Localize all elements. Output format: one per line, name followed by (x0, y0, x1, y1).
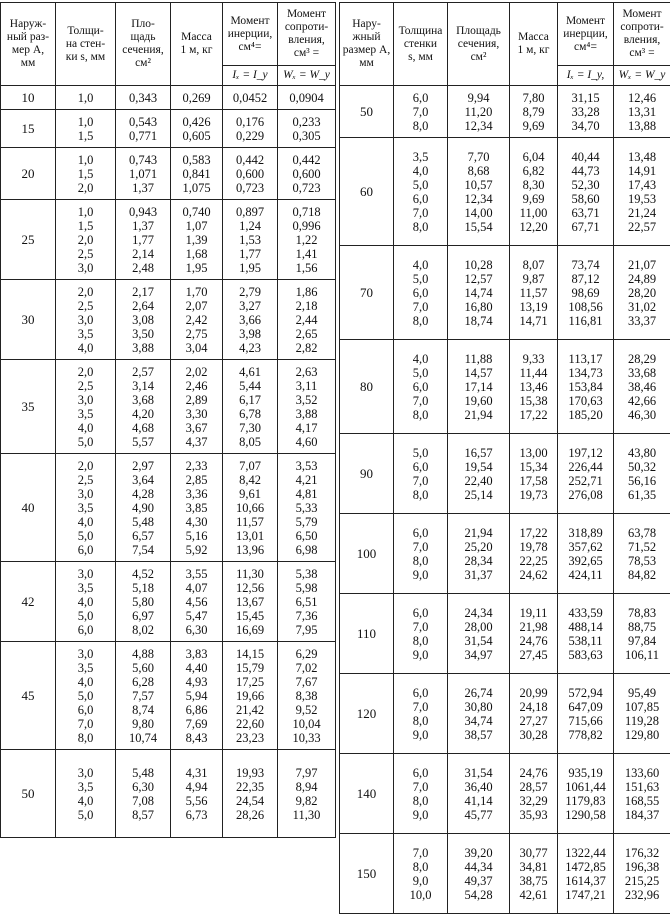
mass-cell: 0,426 0,605 (171, 110, 223, 148)
section-area-cell: 5,48 6,30 7,08 8,57 (116, 750, 171, 838)
wall-thickness-cell: 7,0 8,0 9,0 10,0 (394, 834, 448, 914)
wall-thickness-cell: 2,0 2,5 3,0 3,5 4,0 (56, 280, 116, 360)
header-outer-size: Нару- жный размер A, мм (340, 3, 394, 86)
mass-cell: 9,33 11,44 13,46 15,38 17,22 (510, 340, 558, 434)
section-area-cell: 4,52 5,18 5,80 6,97 8,02 (116, 562, 171, 642)
header-inertia: Момент инерции, см⁴= (223, 3, 278, 66)
inertia-cell: 318,89 357,62 392,65 424,11 (558, 514, 614, 594)
wall-thickness-cell: 6,0 7,0 8,0 9,0 (394, 594, 448, 674)
header-mass: Масса 1 м, кг (510, 3, 558, 86)
inertia-cell: 0,442 0,600 0,723 (223, 148, 278, 200)
header-section-area: Пло- щадь сечения, см² (116, 3, 171, 86)
table-row (1, 200, 336, 280)
section-modulus-cell: 1,86 2,18 2,44 2,65 2,82 (278, 280, 336, 360)
mass-cell: 19,11 21,98 24,76 27,45 (510, 594, 558, 674)
inertia-cell: 572,94 647,09 715,66 778,82 (558, 674, 614, 754)
header-modulus-formula: Wₓ = W_y (278, 66, 336, 86)
section-modulus-cell: 43,80 50,32 56,16 61,35 (614, 434, 670, 514)
section-modulus-cell: 2,63 3,11 3,52 3,88 4,17 4,60 (278, 360, 336, 454)
section-area-cell: 2,97 3,64 4,28 4,90 5,48 6,57 7,54 (116, 454, 171, 562)
section-modulus-cell: 3,53 4,21 4,81 5,33 5,79 6,50 6,98 (278, 454, 336, 562)
inertia-cell: 433,59 488,14 538,11 583,63 (558, 594, 614, 674)
header-section-modulus: Момент сопроти- вления, см³ = (614, 3, 670, 66)
wall-thickness-cell: 5,0 6,0 7,0 8,0 (394, 434, 448, 514)
section-area-cell: 2,57 3,14 3,68 4,20 4,68 5,57 (116, 360, 171, 454)
section-modulus-cell: 176,32 196,38 215,25 232,96 (614, 834, 670, 914)
outer-size-cell: 25 (1, 200, 56, 280)
mass-cell: 8,07 9,87 11,57 13,19 14,71 (510, 246, 558, 340)
header-section-area: Площадь сечения, см² (448, 3, 510, 86)
section-modulus-cell: 12,46 13,31 13,88 (614, 86, 670, 138)
section-area-cell: 31,54 36,40 41,14 45,77 (448, 754, 510, 834)
wall-thickness-cell: 1,0 1,5 2,0 2,5 3,0 (56, 200, 116, 280)
mass-cell: 3,55 4,07 4,56 5,47 6,30 (171, 562, 223, 642)
header-section-modulus: Момент сопроти- вления, см³ = (278, 3, 336, 66)
outer-size-cell: 50 (340, 86, 394, 138)
wall-thickness-cell: 1,0 1,5 2,0 (56, 148, 116, 200)
wall-thickness-cell: 2,0 2,5 3,0 3,5 4,0 5,0 6,0 (56, 454, 116, 562)
section-area-cell: 2,17 2,64 3,08 3,50 3,88 (116, 280, 171, 360)
section-area-cell: 0,343 (116, 86, 171, 110)
outer-size-cell: 60 (340, 138, 394, 246)
outer-size-cell: 70 (340, 246, 394, 340)
wall-thickness-cell: 3,5 4,0 5,0 6,0 7,0 8,0 (394, 138, 448, 246)
inertia-cell: 0,176 0,229 (223, 110, 278, 148)
section-modulus-cell: 28,29 33,68 38,46 42,66 46,30 (614, 340, 670, 434)
section-area-cell: 21,94 25,20 28,34 31,37 (448, 514, 510, 594)
section-modulus-cell: 5,38 5,98 6,51 7,36 7,95 (278, 562, 336, 642)
section-area-cell: 0,543 0,771 (116, 110, 171, 148)
inertia-cell: 19,93 22,35 24,54 28,26 (223, 750, 278, 838)
mass-cell: 20,99 24,18 27,27 30,28 (510, 674, 558, 754)
table-row (340, 754, 670, 834)
left-table (0, 2, 336, 838)
table-row (1, 642, 336, 750)
table-row (1, 148, 336, 200)
table-row (340, 86, 670, 138)
inertia-cell: 935,19 1061,44 1179,83 1290,58 (558, 754, 614, 834)
header-wall-thickness: Толщи- на стен- ки s, мм (56, 3, 116, 86)
mass-cell: 30,77 34,81 38,75 42,61 (510, 834, 558, 914)
table-row (1, 454, 336, 562)
outer-size-cell: 120 (340, 674, 394, 754)
section-area-cell: 10,28 12,57 14,74 16,80 18,74 (448, 246, 510, 340)
mass-cell: 0,583 0,841 1,075 (171, 148, 223, 200)
header-inertia-formula: Iₓ = I_y, (558, 66, 614, 86)
table-row (1, 562, 336, 642)
wall-thickness-cell: 4,0 5,0 6,0 7,0 8,0 (394, 246, 448, 340)
outer-size-cell: 35 (1, 360, 56, 454)
table-row (340, 138, 670, 246)
inertia-cell: 113,17 134,73 153,84 170,63 185,20 (558, 340, 614, 434)
section-modulus-cell: 0,442 0,600 0,723 (278, 148, 336, 200)
wall-thickness-cell: 2,0 2,5 3,0 3,5 4,0 5,0 (56, 360, 116, 454)
outer-size-cell: 30 (1, 280, 56, 360)
table-row (1, 360, 336, 454)
table-row (340, 340, 670, 434)
section-area-cell: 7,70 8,68 10,57 12,34 14,00 15,54 (448, 138, 510, 246)
inertia-cell: 40,44 44,73 52,30 58,60 63,71 67,71 (558, 138, 614, 246)
section-area-cell: 4,88 5,60 6,28 7,57 8,74 9,80 10,74 (116, 642, 171, 750)
section-modulus-cell: 0,0904 (278, 86, 336, 110)
wall-thickness-cell: 3,0 3,5 4,0 5,0 (56, 750, 116, 838)
table-row (340, 514, 670, 594)
wall-thickness-cell: 4,0 5,0 6,0 7,0 8,0 (394, 340, 448, 434)
section-modulus-cell: 63,78 71,52 78,53 84,82 (614, 514, 670, 594)
section-area-cell: 39,20 44,34 49,37 54,28 (448, 834, 510, 914)
outer-size-cell: 15 (1, 110, 56, 148)
inertia-cell: 2,79 3,27 3,66 3,98 4,23 (223, 280, 278, 360)
wall-thickness-cell: 6,0 7,0 8,0 9,0 (394, 514, 448, 594)
table-row (340, 434, 670, 514)
mass-cell: 6,04 6,82 8,30 9,69 11,00 12,20 (510, 138, 558, 246)
mass-cell: 0,269 (171, 86, 223, 110)
mass-cell: 1,70 2,07 2,42 2,75 3,04 (171, 280, 223, 360)
section-modulus-cell: 133,60 151,63 168,55 184,37 (614, 754, 670, 834)
table-row (340, 674, 670, 754)
mass-cell: 2,02 2,46 2,89 3,30 3,67 4,37 (171, 360, 223, 454)
section-modulus-cell: 21,07 24,89 28,20 31,02 33,37 (614, 246, 670, 340)
header-modulus-formula: Wₓ = W_y (614, 66, 670, 86)
inertia-cell: 73,74 87,12 98,69 108,56 116,81 (558, 246, 614, 340)
wall-thickness-cell: 6,0 7,0 8,0 (394, 86, 448, 138)
wall-thickness-cell: 3,0 3,5 4,0 5,0 6,0 (56, 562, 116, 642)
table-row (340, 834, 670, 914)
inertia-cell: 4,61 5,44 6,17 6,78 7,30 8,05 (223, 360, 278, 454)
wall-thickness-cell: 3,0 3,5 4,0 5,0 6,0 7,0 8,0 (56, 642, 116, 750)
mass-cell: 3,83 4,40 4,93 5,94 6,86 7,69 8,43 (171, 642, 223, 750)
header-wall-thickness: Толщина стенки s, мм (394, 3, 448, 86)
mass-cell: 17,22 19,78 22,25 24,62 (510, 514, 558, 594)
section-modulus-cell: 13,48 14,91 17,43 19,53 21,24 22,57 (614, 138, 670, 246)
table-row (1, 86, 336, 110)
table-row (1, 280, 336, 360)
outer-size-cell: 42 (1, 562, 56, 642)
wall-thickness-cell: 6,0 7,0 8,0 9,0 (394, 674, 448, 754)
outer-size-cell: 50 (1, 750, 56, 838)
wall-thickness-cell: 6,0 7,0 8,0 9,0 (394, 754, 448, 834)
section-modulus-cell: 78,83 88,75 97,84 106,11 (614, 594, 670, 674)
section-modulus-cell: 6,29 7,02 7,67 8,38 9,52 10,04 10,33 (278, 642, 336, 750)
inertia-cell: 7,07 8,42 9,61 10,66 11,57 13,01 13,96 (223, 454, 278, 562)
outer-size-cell: 20 (1, 148, 56, 200)
table-row (1, 750, 336, 838)
outer-size-cell: 110 (340, 594, 394, 674)
header-outer-size: Наруж- ный раз- мер A, мм (1, 3, 56, 86)
outer-size-cell: 150 (340, 834, 394, 914)
section-modulus-cell: 7,97 8,94 9,82 11,30 (278, 750, 336, 838)
inertia-cell: 31,15 33,28 34,70 (558, 86, 614, 138)
inertia-cell: 1322,44 1472,85 1614,37 1747,21 (558, 834, 614, 914)
mass-cell: 7,80 8,79 9,69 (510, 86, 558, 138)
section-area-cell: 9,94 11,20 12,34 (448, 86, 510, 138)
outer-size-cell: 40 (1, 454, 56, 562)
inertia-cell: 14,15 15,79 17,25 19,66 21,42 22,60 23,23 (223, 642, 278, 750)
inertia-cell: 11,30 12,56 13,67 15,45 16,69 (223, 562, 278, 642)
mass-cell: 0,740 1,07 1,39 1,68 1,95 (171, 200, 223, 280)
outer-size-cell: 45 (1, 642, 56, 750)
section-modulus-cell: 0,718 0,996 1,22 1,41 1,56 (278, 200, 336, 280)
wall-thickness-cell: 1,0 1,5 (56, 110, 116, 148)
section-modulus-cell: 0,233 0,305 (278, 110, 336, 148)
section-area-cell: 24,34 28,00 31,54 34,97 (448, 594, 510, 674)
right-table (339, 2, 670, 914)
mass-cell: 24,76 28,57 32,29 35,93 (510, 754, 558, 834)
outer-size-cell: 10 (1, 86, 56, 110)
outer-size-cell: 80 (340, 340, 394, 434)
section-area-cell: 16,57 19,54 22,40 25,14 (448, 434, 510, 514)
outer-size-cell: 90 (340, 434, 394, 514)
outer-size-cell: 140 (340, 754, 394, 834)
table-row (1, 110, 336, 148)
mass-cell: 2,33 2,85 3,36 3,85 4,30 5,16 5,92 (171, 454, 223, 562)
inertia-cell: 0,897 1,24 1,53 1,77 1,95 (223, 200, 278, 280)
header-mass: Масса 1 м, кг (171, 3, 223, 86)
section-area-cell: 0,743 1,071 1,37 (116, 148, 171, 200)
outer-size-cell: 100 (340, 514, 394, 594)
mass-cell: 13,00 15,34 17,58 19,73 (510, 434, 558, 514)
section-area-cell: 11,88 14,57 17,14 19,60 21,94 (448, 340, 510, 434)
mass-cell: 4,31 4,94 5,56 6,73 (171, 750, 223, 838)
section-area-cell: 26,74 30,80 34,74 38,57 (448, 674, 510, 754)
header-inertia: Момент инерции, см⁴= (558, 3, 614, 66)
section-area-cell: 0,943 1,37 1,77 2,14 2,48 (116, 200, 171, 280)
wall-thickness-cell: 1,0 (56, 86, 116, 110)
inertia-cell: 197,12 226,44 252,71 276,08 (558, 434, 614, 514)
inertia-cell: 0,0452 (223, 86, 278, 110)
header-inertia-formula: Iₓ = I_y (223, 66, 278, 86)
table-row (340, 246, 670, 340)
section-modulus-cell: 95,49 107,85 119,28 129,80 (614, 674, 670, 754)
table-row (340, 594, 670, 674)
